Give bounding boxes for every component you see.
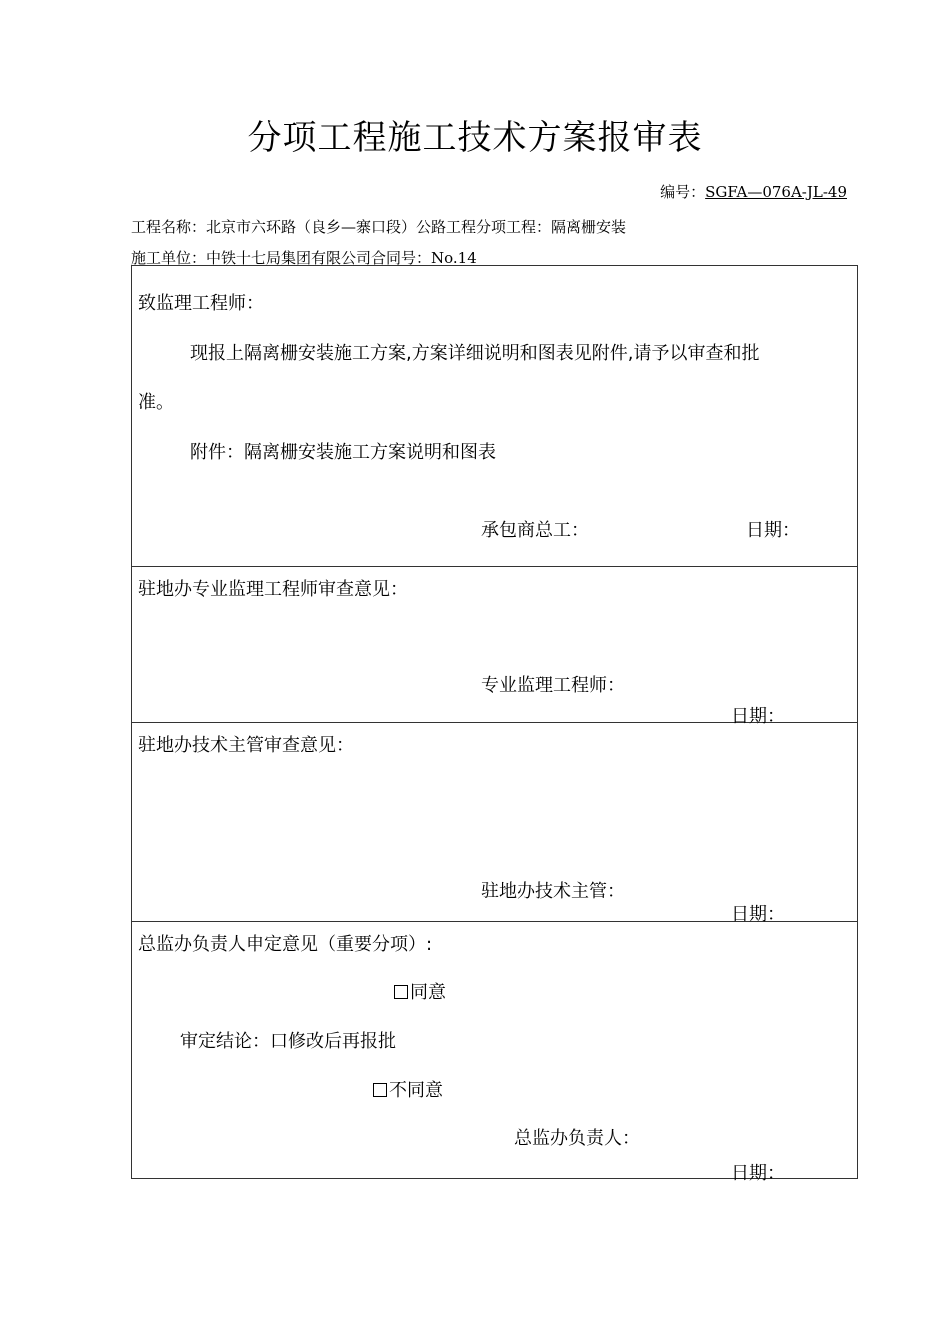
row-divider [132,566,857,567]
contractor-line: 施工单位：中铁十七局集团有限公司合同号：No.14 [131,249,477,267]
page-title: 分项工程施工技术方案报审表 [247,118,703,158]
document-number [660,181,847,202]
option-agree[interactable] [394,978,446,1004]
technical-supervisor-label: 驻地办技术主管： [481,881,625,902]
technical-supervisor-opinion-heading: 驻地办技术主管审查意见： [138,735,354,756]
project-name-line: 工程名称：北京市六环路（良乡—寨口段）公路工程分项工程：隔离栅安装 [131,218,627,236]
chief-supervisor-opinion-heading: 总监办负责人申定意见（重要分项）: [138,934,433,955]
document-number-label: 编号： [660,183,706,201]
document-number-code: SGFA—076A-JL-49 [705,183,847,201]
addressee: 致监理工程师： [138,293,264,314]
contractor-chief-engineer-label: 承包商总工： [481,520,589,541]
conclusion-label: 审定结论： [180,1031,270,1052]
submission-text-line1: 现报上隔离栅安装施工方案,方案详细说明和图表见附件,请予以审查和批 [190,343,760,364]
date-label: 日期： [746,520,800,541]
option-revise-resubmit[interactable]: 口修改后再报批 [270,1031,396,1052]
chief-supervisor-label: 总监办负责人： [514,1128,640,1149]
attachment-note: 附件：隔离栅安装施工方案说明和图表 [190,442,496,463]
date-label: 日期： [731,1163,785,1184]
agree-label: 同意 [410,982,446,1003]
approval-form-table [131,265,858,1184]
agree-checkbox[interactable] [394,985,408,999]
conclusion-row [180,1027,396,1053]
date-label: 日期： [731,706,785,727]
specialist-engineer-opinion-heading: 驻地办专业监理工程师审查意见： [138,579,408,600]
specialist-engineer-label: 专业监理工程师： [481,675,625,696]
date-label: 日期： [731,904,785,925]
disagree-label: 不同意 [389,1080,443,1101]
disagree-checkbox[interactable] [373,1083,387,1097]
option-disagree[interactable] [373,1076,443,1102]
submission-text-line2: 准。 [138,392,174,413]
